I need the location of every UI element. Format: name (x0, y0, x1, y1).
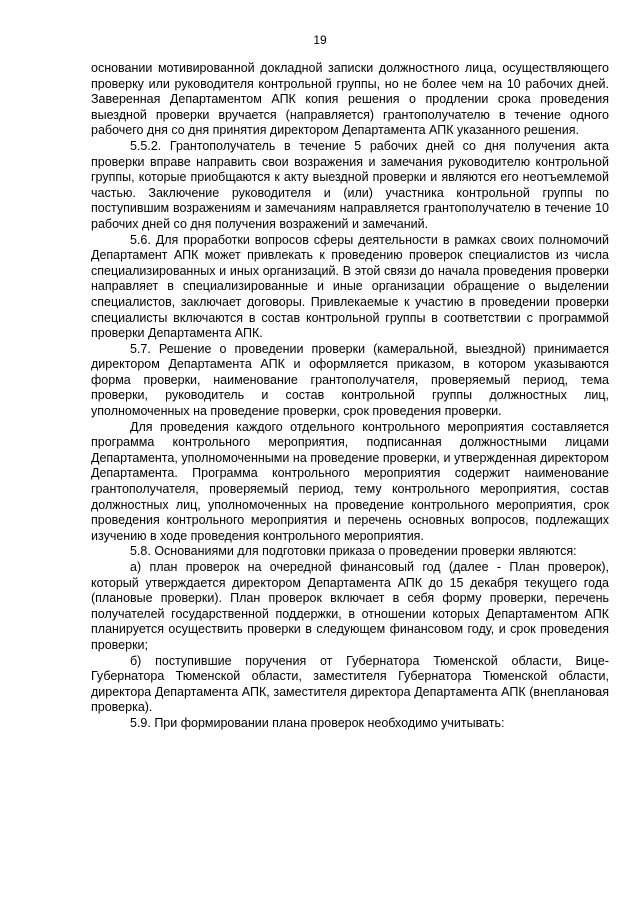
paragraph-5-6: 5.6. Для проработки вопросов сферы деятельности в рамках своих полномочий Департамент АПК может привлекать к проведению проверок специалистов из числа специализированных и иных организаций. В этой связи до начала проведения проверки направляет в специализированные и иные организации обращение о выделении специалистов, заключает договоры. Привлекаемые к участию в проведении проверки специалисты включаются в состав контрольной группы в соответствии с программой проверки Департамента АПК. (91, 232, 609, 341)
document-body (91, 61, 609, 732)
paragraph-5-8: 5.8. Основаниями для подготовки приказа о проведении проверки являются: (130, 544, 577, 559)
paragraph-5-9: 5.9. При формировании плана проверок необходимо учитывать: (130, 715, 505, 730)
paragraph-continuation: основании мотивированной докладной записки должностного лица, осуществляющего проверку или руководителя контрольной группы, но не более чем на 10 рабочих дней. Заверенная Департаментом АПК копия решения о продлении срока проведения выездной проверки вручается (направляется) грантополучателю в течение одного рабочего дня со дня принятия директором Департамента АПК указанного решения. (91, 61, 609, 138)
list-item-b: б) поступившие поручения от Губернатора Тюменской области, Вице-Губернатора Тюменской области, заместителя Губернатора Тюменской области, директора Департамента АПК, заместителя директора Департамента АПК (внеплановая проверка). (91, 653, 609, 715)
page-number: 19 (313, 33, 327, 47)
paragraph-5-5-2: 5.5.2. Грантополучатель в течение 5 рабочих дней со дня получения акта проверки вправе направить свои возражения и замечания руководителю контрольной группы, которые приобщаются к акту выездной проверки и являются его неотъемлемой частью. Заключение руководителя и (или) участника контрольной группы по поступившим возражениям и замечаниям направляется грантополучателю в течение 10 рабочих дней со дня получения возражений и замечаний. (91, 138, 609, 231)
list-item-a: а) план проверок на очередной финансовый год (далее - План проверок), который утверждается директором Департамента АПК до 15 декабря текущего года (плановые проверки). План проверок включает в себя форму проверки, перечень получателей государственной поддержки, в отношении которых Департаментом АПК планируется осуществить проверки в следующем финансовом году, и срок проведения проверки; (91, 560, 609, 652)
paragraph-program: Для проведения каждого отдельного контрольного мероприятия составляется программа контрольного мероприятия, подписанная должностными лицами Департамента, уполномоченными на проведение проверки, и утвержденная директором Департамента. Программа контрольного мероприятия содержит наименование грантополучателя, проверяемый период, тему контрольного мероприятия, состав должностных лиц, уполномоченных на проведение контрольного мероприятия, срок проведения контрольного мероприятия и перечень основных вопросов, подлежащих изучению в ходе проведения контрольного мероприятия. (91, 419, 609, 543)
paragraph-5-7: 5.7. Решение о проведении проверки (камеральной, выездной) принимается директором Департамента АПК и оформляется приказом, в котором указываются форма проверки, наименование грантополучателя, проверяемый период, тема проверки, руководитель и состав контрольной группы должностных лиц, уполномоченных на проведение проверки, срок проведения проверки. (91, 341, 609, 419)
